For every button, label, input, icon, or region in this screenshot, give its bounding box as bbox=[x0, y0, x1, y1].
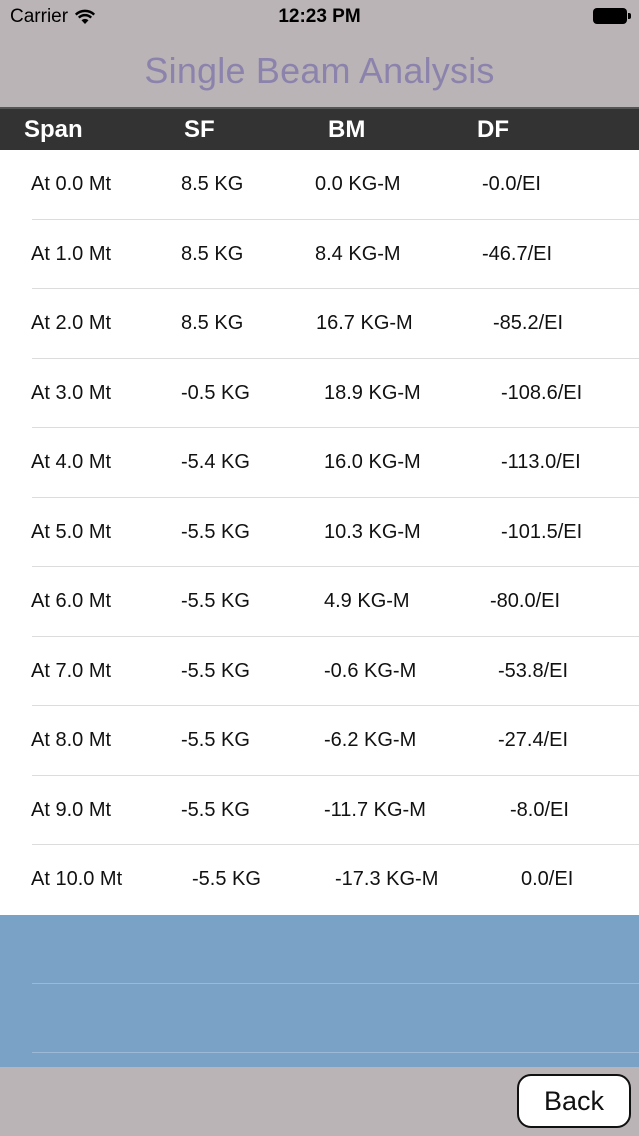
bottom-bar bbox=[0, 1067, 639, 1136]
row-separator bbox=[32, 1052, 639, 1053]
column-header-bm: BM bbox=[328, 116, 366, 143]
span-cell: At 4.0 Mt bbox=[31, 451, 112, 473]
span-cell: At 6.0 Mt bbox=[31, 590, 112, 612]
sf-cell: -5.5 KG bbox=[181, 659, 250, 682]
sf-cell: -5.5 KG bbox=[192, 868, 261, 890]
df-cell: -27.4/EI bbox=[498, 729, 569, 751]
table-row[interactable] bbox=[0, 567, 639, 637]
table-row[interactable] bbox=[0, 498, 639, 568]
df-cell: -53.8/EI bbox=[498, 659, 569, 682]
table-row[interactable] bbox=[0, 150, 639, 220]
df-cell: -46.7/EI bbox=[482, 242, 553, 265]
span-cell: At 2.0 Mt bbox=[31, 312, 112, 334]
row-separator bbox=[32, 983, 639, 984]
bm-cell: 16.7 KG-M bbox=[316, 312, 413, 334]
sf-cell: -5.5 KG bbox=[181, 798, 250, 821]
sf-cell: -5.5 KG bbox=[181, 590, 250, 612]
table-row[interactable] bbox=[0, 428, 639, 498]
bm-cell: 4.9 KG-M bbox=[324, 590, 410, 612]
sf-cell: 8.5 KG bbox=[181, 173, 244, 195]
span-cell: At 1.0 Mt bbox=[31, 242, 112, 265]
back-button[interactable]: Back bbox=[517, 1074, 631, 1128]
results-table[interactable] bbox=[0, 150, 639, 915]
bm-cell: -17.3 KG-M bbox=[335, 868, 439, 890]
status-bar bbox=[0, 0, 639, 34]
table-row[interactable] bbox=[0, 845, 639, 915]
table-row[interactable] bbox=[0, 289, 639, 359]
df-cell: 0.0/EI bbox=[521, 868, 574, 890]
span-cell: At 8.0 Mt bbox=[31, 729, 112, 751]
table-row[interactable] bbox=[0, 776, 639, 846]
battery-icon bbox=[593, 8, 631, 24]
sf-cell: 8.5 KG bbox=[181, 242, 244, 265]
column-header-sf: SF bbox=[184, 116, 215, 143]
page-title: Single Beam Analysis bbox=[144, 50, 495, 91]
column-header-df: DF bbox=[477, 116, 509, 143]
bm-cell: -6.2 KG-M bbox=[324, 729, 417, 751]
df-cell: -101.5/EI bbox=[501, 520, 583, 543]
sf-cell: -5.5 KG bbox=[181, 520, 250, 543]
sf-cell: -5.5 KG bbox=[181, 729, 250, 751]
df-cell: -113.0/EI bbox=[501, 451, 581, 473]
span-cell: At 7.0 Mt bbox=[31, 659, 112, 682]
bm-cell: 8.4 KG-M bbox=[315, 242, 401, 265]
span-cell: At 9.0 Mt bbox=[31, 798, 112, 821]
column-header bbox=[0, 107, 639, 150]
bm-cell: -11.7 KG-M bbox=[324, 798, 426, 821]
sf-cell: -0.5 KG bbox=[181, 381, 250, 404]
df-cell: -108.6/EI bbox=[501, 381, 583, 404]
df-cell: -8.0/EI bbox=[510, 798, 569, 821]
table-row[interactable] bbox=[0, 637, 639, 707]
span-cell: At 5.0 Mt bbox=[31, 520, 112, 543]
bm-cell: -0.6 KG-M bbox=[324, 659, 417, 682]
df-cell: -85.2/EI bbox=[493, 312, 564, 334]
table-row[interactable] bbox=[0, 359, 639, 429]
span-cell: At 0.0 Mt bbox=[31, 173, 112, 195]
df-cell: -0.0/EI bbox=[482, 173, 541, 195]
span-cell: At 10.0 Mt bbox=[31, 868, 123, 890]
bm-cell: 18.9 KG-M bbox=[324, 381, 421, 404]
empty-table-area bbox=[0, 915, 639, 1067]
bm-cell: 16.0 KG-M bbox=[324, 451, 421, 473]
sf-cell: -5.4 KG bbox=[181, 451, 250, 473]
span-cell: At 3.0 Mt bbox=[31, 381, 112, 404]
status-time: 12:23 PM bbox=[278, 6, 361, 27]
bm-cell: 10.3 KG-M bbox=[324, 520, 421, 543]
df-cell: -80.0/EI bbox=[490, 590, 561, 612]
column-header-span: Span bbox=[24, 116, 83, 143]
bm-cell: 0.0 KG-M bbox=[315, 173, 401, 195]
sf-cell: 8.5 KG bbox=[181, 312, 244, 334]
table-row[interactable] bbox=[0, 220, 639, 290]
table-row[interactable] bbox=[0, 706, 639, 776]
carrier-label: Carrier bbox=[10, 6, 69, 27]
